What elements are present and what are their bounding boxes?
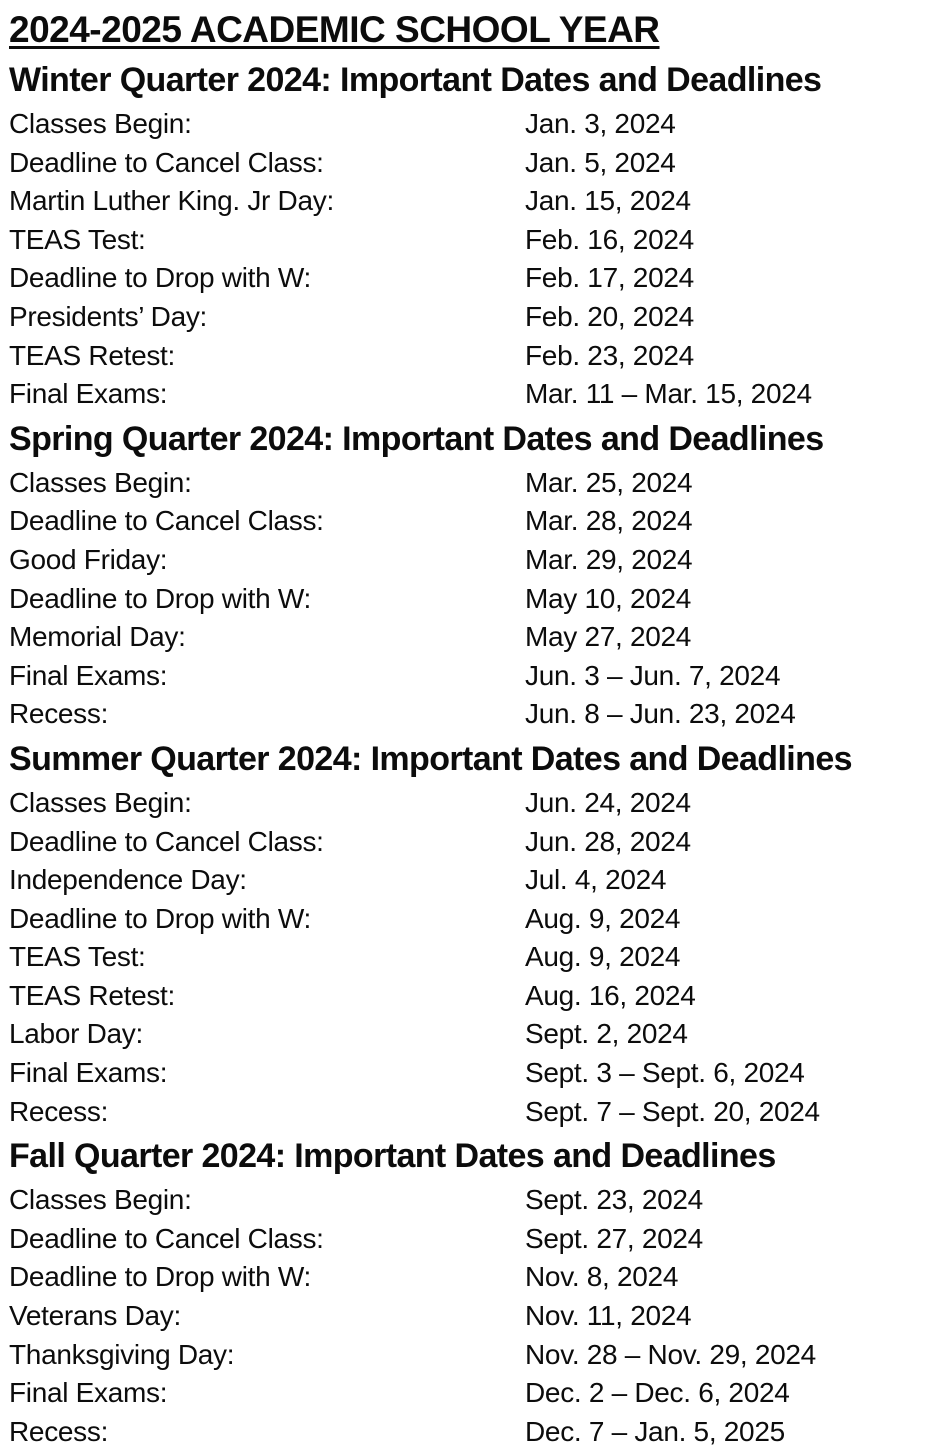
row-label: Final Exams:	[9, 659, 168, 691]
row-label: Recess:	[9, 1415, 109, 1447]
row-label: Memorial Day:	[9, 621, 186, 653]
row-label: Good Friday:	[9, 543, 168, 575]
calendar-row	[9, 823, 930, 862]
row-label: Classes Begin:	[9, 466, 192, 498]
calendar-row	[9, 1220, 930, 1259]
row-date: Nov. 8, 2024	[525, 1261, 679, 1293]
section-rows	[9, 784, 930, 1131]
row-date: Nov. 11, 2024	[525, 1300, 692, 1332]
calendar-row	[9, 657, 930, 696]
calendar-row	[9, 105, 930, 144]
row-label: TEAS Retest:	[9, 979, 176, 1011]
row-date: Jan. 5, 2024	[525, 146, 676, 178]
row-label: Martin Luther King. Jr Day:	[9, 185, 334, 217]
row-label: Deadline to Drop with W:	[9, 1261, 311, 1293]
row-label: Presidents’ Day:	[9, 300, 208, 332]
row-date: Jun. 8 – Jun. 23, 2024	[525, 698, 796, 730]
row-date: Feb. 23, 2024	[525, 339, 694, 371]
row-date: Mar. 25, 2024	[525, 466, 693, 498]
row-label: Recess:	[9, 698, 109, 730]
quarter-section	[9, 55, 930, 414]
calendar-row	[9, 1336, 930, 1375]
calendar-row	[9, 861, 930, 900]
row-label: Classes Begin:	[9, 1184, 192, 1216]
calendar-row	[9, 541, 930, 580]
row-label: Deadline to Cancel Class:	[9, 1222, 324, 1254]
row-label: Deadline to Drop with W:	[9, 902, 311, 934]
row-label: Deadline to Cancel Class:	[9, 505, 324, 537]
calendar-row	[9, 1297, 930, 1336]
row-date: Aug. 9, 2024	[525, 941, 681, 973]
row-label: Independence Day:	[9, 864, 247, 896]
row-date: Jan. 15, 2024	[525, 185, 691, 217]
quarter-section	[9, 1131, 930, 1451]
document-body	[9, 55, 930, 1451]
row-label: TEAS Retest:	[9, 339, 176, 371]
row-label: Final Exams:	[9, 1057, 168, 1089]
row-date: Mar. 29, 2024	[525, 543, 693, 575]
quarter-section	[9, 414, 930, 734]
section-heading: Winter Quarter 2024: Important Dates and Deadlines	[9, 61, 822, 99]
calendar-row	[9, 502, 930, 541]
calendar-row	[9, 938, 930, 977]
row-label: Deadline to Drop with W:	[9, 262, 311, 294]
row-label: Veterans Day:	[9, 1300, 181, 1332]
row-date: Mar. 11 – Mar. 15, 2024	[525, 378, 812, 410]
calendar-row	[9, 1181, 930, 1220]
section-heading: Summer Quarter 2024: Important Dates and Deadlines	[9, 739, 852, 778]
row-label: Final Exams:	[9, 378, 168, 410]
row-label: Final Exams:	[9, 1377, 168, 1409]
row-label: Deadline to Cancel Class:	[9, 825, 324, 857]
row-date: Sept. 2, 2024	[525, 1018, 688, 1050]
row-label: Classes Begin:	[9, 108, 192, 139]
calendar-row	[9, 1258, 930, 1297]
section-rows	[9, 1181, 930, 1451]
calendar-row	[9, 144, 930, 183]
row-date: Nov. 28 – Nov. 29, 2024	[525, 1338, 816, 1370]
calendar-row	[9, 1015, 930, 1054]
calendar-row	[9, 1413, 930, 1452]
calendar-row	[9, 1374, 930, 1413]
calendar-row	[9, 259, 930, 298]
calendar-row	[9, 977, 930, 1016]
row-date: Jun. 28, 2024	[525, 825, 691, 857]
calendar-row	[9, 464, 930, 503]
row-date: Jun. 3 – Jun. 7, 2024	[525, 659, 781, 691]
calendar-row	[9, 298, 930, 337]
calendar-row	[9, 695, 930, 734]
calendar-row	[9, 1093, 930, 1132]
row-date: Mar. 28, 2024	[525, 505, 693, 537]
calendar-row	[9, 580, 930, 619]
row-label: TEAS Test:	[9, 941, 146, 973]
row-date: Sept. 7 – Sept. 20, 2024	[525, 1095, 820, 1127]
row-label: Thanksgiving Day:	[9, 1338, 235, 1370]
row-date: Jul. 4, 2024	[525, 864, 667, 896]
section-heading: Fall Quarter 2024: Important Dates and Deadlines	[9, 1137, 776, 1176]
quarter-section	[9, 734, 930, 1131]
row-date: Feb. 16, 2024	[525, 223, 694, 255]
row-label: Deadline to Cancel Class:	[9, 146, 324, 178]
row-label: Labor Day:	[9, 1018, 143, 1050]
row-date: Sept. 23, 2024	[525, 1184, 703, 1216]
calendar-row	[9, 375, 930, 414]
row-date: Feb. 17, 2024	[525, 262, 694, 294]
calendar-row	[9, 784, 930, 823]
row-label: Classes Begin:	[9, 786, 192, 818]
row-label: TEAS Test:	[9, 223, 146, 255]
calendar-row	[9, 900, 930, 939]
calendar-row	[9, 1054, 930, 1093]
row-date: Sept. 27, 2024	[525, 1222, 703, 1254]
calendar-row	[9, 221, 930, 260]
row-label: Recess:	[9, 1095, 109, 1127]
calendar-row	[9, 337, 930, 376]
row-date: Aug. 16, 2024	[525, 979, 696, 1011]
row-date: May 10, 2024	[525, 582, 692, 614]
row-date: May 27, 2024	[525, 621, 692, 653]
section-rows	[9, 105, 930, 414]
row-date: Jun. 24, 2024	[525, 786, 691, 818]
section-rows	[9, 464, 930, 734]
row-date: Sept. 3 – Sept. 6, 2024	[525, 1057, 805, 1089]
page-title: 2024-2025 ACADEMIC SCHOOL YEAR	[9, 9, 660, 50]
row-label: Deadline to Drop with W:	[9, 582, 311, 614]
calendar-row	[9, 618, 930, 657]
row-date: Jan. 3, 2024	[525, 108, 676, 139]
section-heading: Spring Quarter 2024: Important Dates and Deadlines	[9, 419, 824, 458]
row-date: Dec. 2 – Dec. 6, 2024	[525, 1377, 790, 1409]
row-date: Feb. 20, 2024	[525, 300, 694, 332]
row-date: Dec. 7 – Jan. 5, 2025	[525, 1415, 785, 1447]
row-date: Aug. 9, 2024	[525, 902, 681, 934]
calendar-row	[9, 182, 930, 221]
